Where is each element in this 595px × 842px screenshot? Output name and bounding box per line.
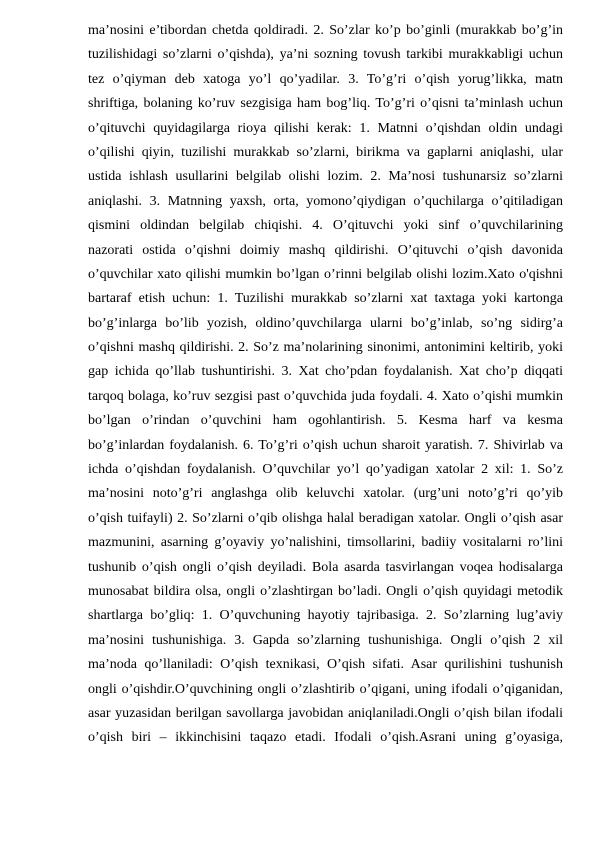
text-line: ma’nosini e’tibordan chetda qoldiradi. 2. So’zlar ko’p bo’ginli (murakkab bo’g’in	[88, 23, 563, 38]
text-line: qismini oldindan belgilab chiqishi. 4. O’qituvchi yoki sinf o’quvchilarining	[88, 218, 563, 234]
text-line: ongli o’qishdir.O’quvchining ongli o’zlashtirib o’qigani, uning ifodali o’qiganidan,	[88, 681, 563, 697]
text-line: tuzilishidagi so’zlarni o’qishda), ya’ni sozning tovush tarkibi murakkabligi uchun	[88, 47, 563, 63]
text-line: ma’noda qo’llaniladi: O’qish texnikasi, O’qish sifati. Asar qurilishini tushunish	[88, 657, 563, 673]
text-line: ma’nosini tushunishiga. 3. Gapda so’zlarning tushunishiga. Ongli o’qish 2 xil	[88, 632, 563, 648]
text-line: tez o’qiyman deb xatoga yo’l qo’yadilar. 3. To’g’ri o’qish yorug’likka, matn	[88, 71, 563, 87]
text-line: mazmunini, asarning g’oyaviy yo’nalishini, timsollarini, badiiy vositalarni ro’lini	[88, 535, 563, 551]
text-line: shriftiga, bolaning ko’ruv sezgisiga ham bog’liq. To’g’ri o’qisni ta’minlash uchun	[88, 96, 563, 112]
text-line: ichda o’qishdan foydalanish. O’quvchilar yo’l qo’yadigan xatolar 2 xil: 1. So’z	[88, 462, 563, 478]
text-line: nazorati ostida o’qishni doimiy mashq qildirishi. O’qituvchi o’qish davonida	[88, 242, 563, 258]
text-line: tarqoq bolaga, ko’ruv sezgisi past o’quvchida juda foydali. 4. Xato o’qishi mumkin	[88, 388, 563, 404]
text-line: o’qilishi qiyin, tuzilishi murakkab so’zlarni, birikma va gaplarni aniqlashi, ular	[88, 144, 563, 160]
text-line: o’qituvchi quyidagilarga rioya qilishi kerak: 1. Matnni o’qishdan oldin undagi	[88, 120, 563, 136]
text-line: o’quvchilar xato qilishi mumkin bo’lgan o’rinni belgilab olishi lozim.Xato o'qishni	[88, 266, 563, 282]
text-line: o’qishni mashq qildirishi. 2. So’z ma’nolarining sinonimi, antonimini keltirib, yoki	[88, 340, 563, 356]
text-line: ma’nosini noto’g’ri anglashga olib keluvchi xatolar. (urg’uni noto’g’ri qo’yib	[88, 486, 563, 502]
text-line: shartlarga bo’gliq: 1. O’quvchuning hayotiy tajribasiga. 2. So’zlarning lug’aviy	[88, 608, 563, 624]
text-line: munosabat bildira olsa, ongli o’zlashtirgan bo’ladi. Ongli o’qish quyidagi metodik	[88, 583, 563, 599]
text-line: o’qish biri – ikkinchisini taqazo etadi. Ifodali o’qish.Asrani uning g’oyasiga,	[88, 730, 563, 746]
text-line: gap ichida qo’llab tushuntirishi. 3. Xat cho’pdan foydalanish. Xat cho’p diqqati	[88, 364, 563, 380]
text-line: asar yuzasidan berilgan savollarga javobidan aniqlaniladi.Ongli o’qish bilan ifodali	[88, 705, 563, 721]
text-line: aniqlashi. 3. Matnning yaxsh, orta, yomono’qiydigan o’quchilarga o’qitiladigan	[88, 193, 563, 209]
text-line: tushunib o’qish ongli o’qish deyiladi. Bola asarda tasvirlangan voqea hodisalarga	[88, 559, 563, 575]
text-line: o’qish tuifayli) 2. So’zlarni o’qib olishga halal beradigan xatolar. Ongli o’qish asar	[88, 510, 563, 526]
text-line: ustida ishlash usullarini belgilab olishi lozim. 2. Ma’nosi tushunarsiz so’zlarni	[88, 169, 563, 185]
body-text	[88, 19, 563, 751]
text-line: bo’lgan o’rindan o’quvchini ham ogohlantirish. 5. Kesma harf va kesma	[88, 413, 563, 429]
text-line: bo’g’inlarga bo’lib yozish, oldino’quvchilarga ularni bo’g’inlab, so’ng sidirg’a	[88, 315, 563, 331]
text-line: bo’g’inlardan foydalanish. 6. To’g’ri o’qish uchun sharoit yaratish. 7. Shivirlab va	[88, 437, 563, 453]
text-line: bartaraf etish uchun: 1. Tuzilishi murakkab so’zlarni xat taxtaga yoki kartonga	[88, 291, 563, 307]
